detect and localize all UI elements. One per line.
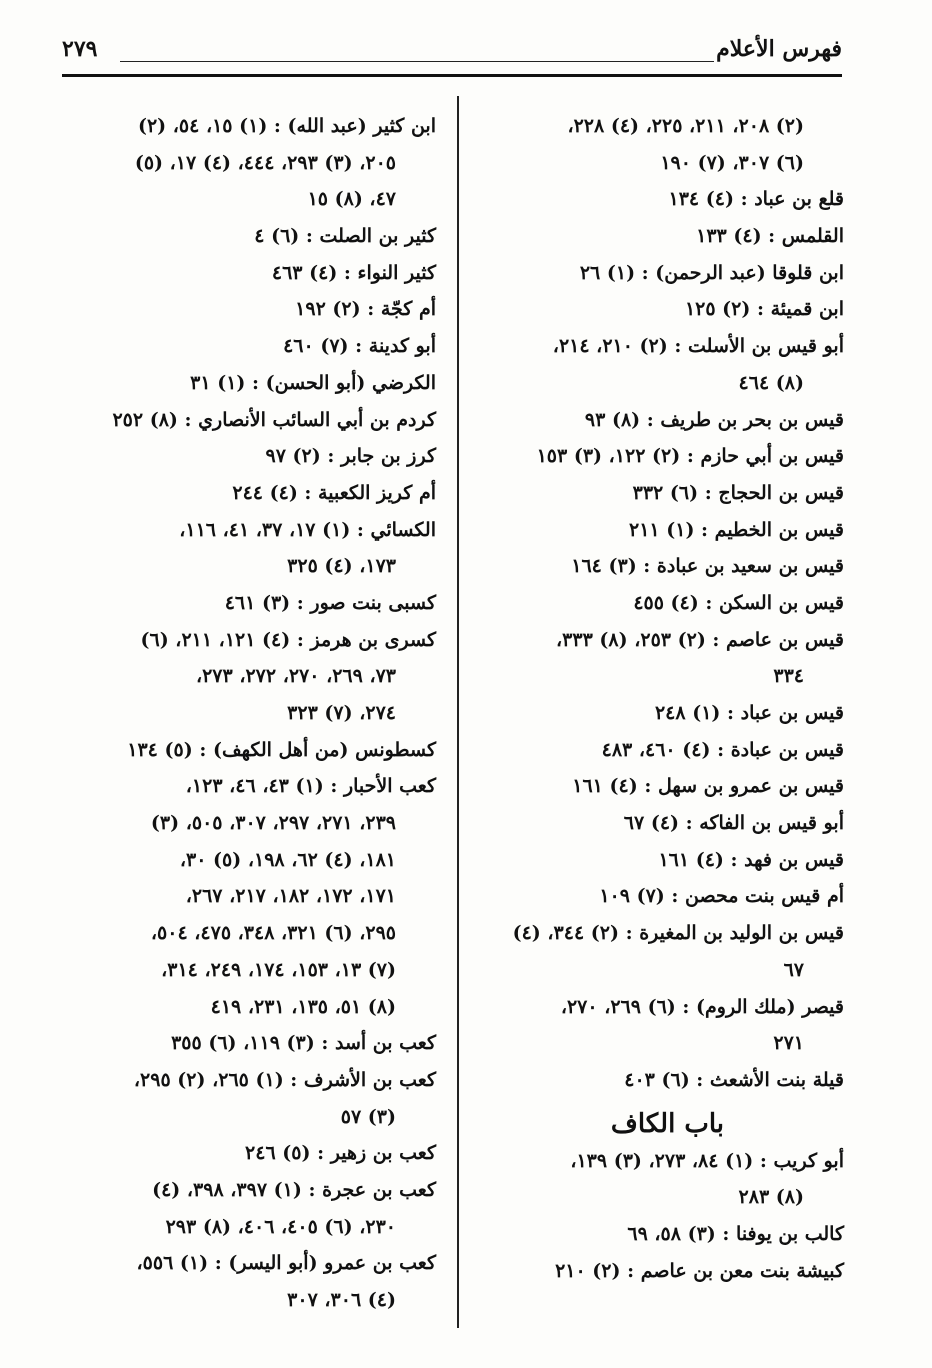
index-entry-line: ٢٠٥، (٣) ٢٩٣، ٤٤٤، (٤) ١٧، (٥)	[134, 151, 396, 174]
index-entry-line: الكرضي (أبو الحسن) : (١) ٣١	[190, 371, 436, 394]
index-entry-line: أم كريز الكعبية : (٤) ٢٤٤	[232, 481, 436, 504]
index-entry-line: قيس بن الوليد بن المغيرة : (٢) ٣٤٤، (٤)	[512, 922, 844, 945]
index-entry-line: قيس بن عباد : (١) ٢٤٨	[654, 702, 844, 724]
index-entry-line: كالب بن يوفنا : (٣) ٥٨، ٦٩	[627, 1222, 844, 1245]
index-entry-line: قيس بن عبادة : (٤) ٤٦٠، ٤٨٣	[601, 738, 844, 761]
index-entry-line: ابن قلوقا (عبد الرحمن) : (١) ٢٦	[579, 261, 844, 284]
index-entry-line: ١٨١، (٤) ٦٢، ١٩٨، (٥) ٣٠،	[179, 848, 396, 871]
page-number: ٢٧٩	[62, 36, 98, 62]
index-entry-line: قيصر (ملك الروم) : (٦) ٢٦٩، ٢٧٠،	[560, 995, 844, 1018]
index-entry-line: كعب بن زهير : (٥) ٢٤٦	[245, 1142, 436, 1165]
index-entry-line: ٧٣، ٢٦٩، ٢٧٠، ٢٧٢، ٢٧٣،	[195, 665, 396, 688]
index-entry-line: (٧) ١٣، ١٥٣، ١٧٤، ٢٤٩، ٣١٤،	[161, 958, 396, 981]
index-entry-line: ٦٧	[783, 958, 804, 981]
index-entry-line: كعب بن عجرة : (١) ٣٩٧، ٣٩٨، (٤)	[152, 1178, 436, 1201]
page-header	[62, 34, 842, 80]
index-entry-line: ١٧١، ١٧٢، ١٨٢، ٢١٧، ٢٦٧،	[185, 885, 396, 908]
index-entry-line: أبو قيس بن الأسلت : (٢) ٢١٠، ٢١٤،	[552, 335, 844, 358]
index-entry-line: (٦) ٣٠٧، (٧) ١٩٠	[660, 151, 804, 174]
index-entry-line: أبو كريب : (١) ٨٤، ٢٧٣، (٣) ١٣٩،	[570, 1149, 844, 1172]
index-entry-line: ٢٧١	[773, 1032, 804, 1055]
index-entry-line: ٤٧، (٨) ١٥	[307, 188, 396, 211]
index-entry-line: ٢٣٩، ٢٧١، ٢٩٧، ٣٠٧، ٥٠٥، (٣)	[150, 812, 396, 835]
running-title: فهرس الأعلام	[716, 36, 842, 62]
left-column-entries	[68, 108, 436, 1319]
index-entry-line: كردم بن أبي السائب الأنصاري : (٨) ٢٥٢	[112, 408, 436, 431]
index-entry-line: (٤) ٣٠٦، ٣٠٧	[287, 1289, 396, 1311]
index-entry-line: ابن كثير (عبد الله) : (١) ١٥، ٥٤، (٢)	[137, 115, 436, 137]
index-entry-line: كعب بن أسد : (٣) ١١٩، (٦) ٣٥٥	[171, 1032, 436, 1055]
index-entry-line: أبو كدينة : (٧) ٤٦٠	[283, 335, 436, 358]
index-entry-line: قيس بن عمرو بن سهل : (٤) ١٦١	[572, 775, 844, 798]
index-entry-line: أم قيس بنت محصن : (٧) ١٠٩	[599, 885, 844, 908]
index-entry-line: كعب بن عمرو (أبو اليسر) : (١) ٥٥٦،	[136, 1252, 436, 1275]
index-entry-line: (٨) ٢٨٣	[738, 1186, 804, 1209]
index-entry-line: ١٧٣، (٤) ٣٢٥	[287, 555, 396, 578]
index-entry-line: (٢) ٢٠٨، ٢١١، ٢٢٥، (٤) ٢٢٨،	[567, 115, 804, 137]
index-entry-line: أم كجّة : (٢) ١٩٢	[295, 298, 436, 321]
index-entry-line: كسطونس (من أهل الكهف) : (٥) ١٣٤	[127, 738, 436, 761]
index-entry-line: ٢٣٠، (٦) ٤٠٥، ٤٠٦، (٨) ٢٩٣	[165, 1215, 396, 1238]
index-entry-line: (٨) ٤٦٤	[738, 371, 804, 394]
index-entry-line: قلع بن عباد : (٤) ١٣٤	[668, 188, 844, 211]
index-entry-line: قيس بن السكن : (٤) ٤٥٥	[633, 591, 844, 614]
index-entry-line: ٢٩٥، (٦) ٣٢١، ٣٤٨، ٤٧٥، ٥٠٤،	[150, 922, 396, 945]
index-entry-line: الكسائي : (١) ١٧، ٣٧، ٤١، ١١٦،	[179, 518, 436, 541]
index-entry-line: كعب بن الأشرف : (١) ٢٦٥، (٢) ٢٩٥،	[133, 1068, 436, 1091]
index-entry-line: قيس بن الحجاج : (٦) ٣٣٢	[632, 481, 844, 504]
index-entry-line: قيس بن الخطيم : (١) ٢١١	[628, 518, 844, 541]
header-rule	[62, 74, 842, 77]
right-column	[482, 108, 844, 1289]
index-entry-line: كبيشة بنت معن بن عاصم : (٢) ٢١٠	[555, 1259, 844, 1282]
index-entry-line: كعب الأحبار : (١) ٤٣، ٤٦، ١٢٣،	[185, 775, 436, 798]
right-column-entries	[482, 108, 844, 1099]
index-entry-line: قيس بن فهد : (٤) ١٦١	[658, 848, 844, 871]
index-entry-line: كسرى بن هرمز : (٤) ١٢١، ٢١١، (٦)	[140, 628, 436, 651]
index-entry-line: (٨) ٥١، ١٣٥، ٢٣١، ٤١٩	[210, 995, 396, 1018]
index-entry-line: قيس بن أبي حازم : (٢) ١٢٢، (٣) ١٥٣	[536, 445, 844, 468]
index-entry-line: ابن قميئة : (٢) ١٢٥	[684, 298, 844, 321]
index-entry-line: أبو قيس بن الفاكه : (٤) ٦٧	[623, 812, 844, 835]
header-thin-rule	[120, 61, 714, 62]
index-entry-line: كثير بن الصلت : (٦) ٤	[254, 225, 436, 248]
index-entry-line: كسبى بنت صور : (٣) ٤٦١	[224, 591, 436, 614]
index-entry-line: (٣) ٥٧	[340, 1105, 396, 1128]
index-entry-line: قيس بن بحر بن طريف : (٨) ٩٣	[584, 408, 844, 431]
index-entry-line: ٢٧٤، (٧) ٣٢٣	[287, 702, 396, 724]
right-column-entries-after	[482, 1143, 844, 1290]
index-entry-line: كرز بن جابر : (٢) ٩٧	[265, 445, 436, 468]
index-entry-line: قيلة بنت الأشعث : (٦) ٤٠٣	[624, 1068, 844, 1091]
left-column	[68, 108, 436, 1319]
section-heading: باب الكاف	[610, 1108, 724, 1139]
index-entry-line: قيس بن عاصم : (٢) ٢٥٣، (٨) ٣٣٣،	[556, 628, 844, 651]
index-entry-line: قيس بن سعيد بن عبادة : (٣) ١٦٤	[571, 555, 844, 578]
index-entry-line: ٣٣٤	[773, 665, 804, 688]
index-entry-line: كثير النواء : (٤) ٤٦٣	[271, 261, 436, 284]
column-divider	[457, 96, 459, 1328]
index-entry-line: القلمس : (٤) ١٣٣	[696, 225, 844, 248]
